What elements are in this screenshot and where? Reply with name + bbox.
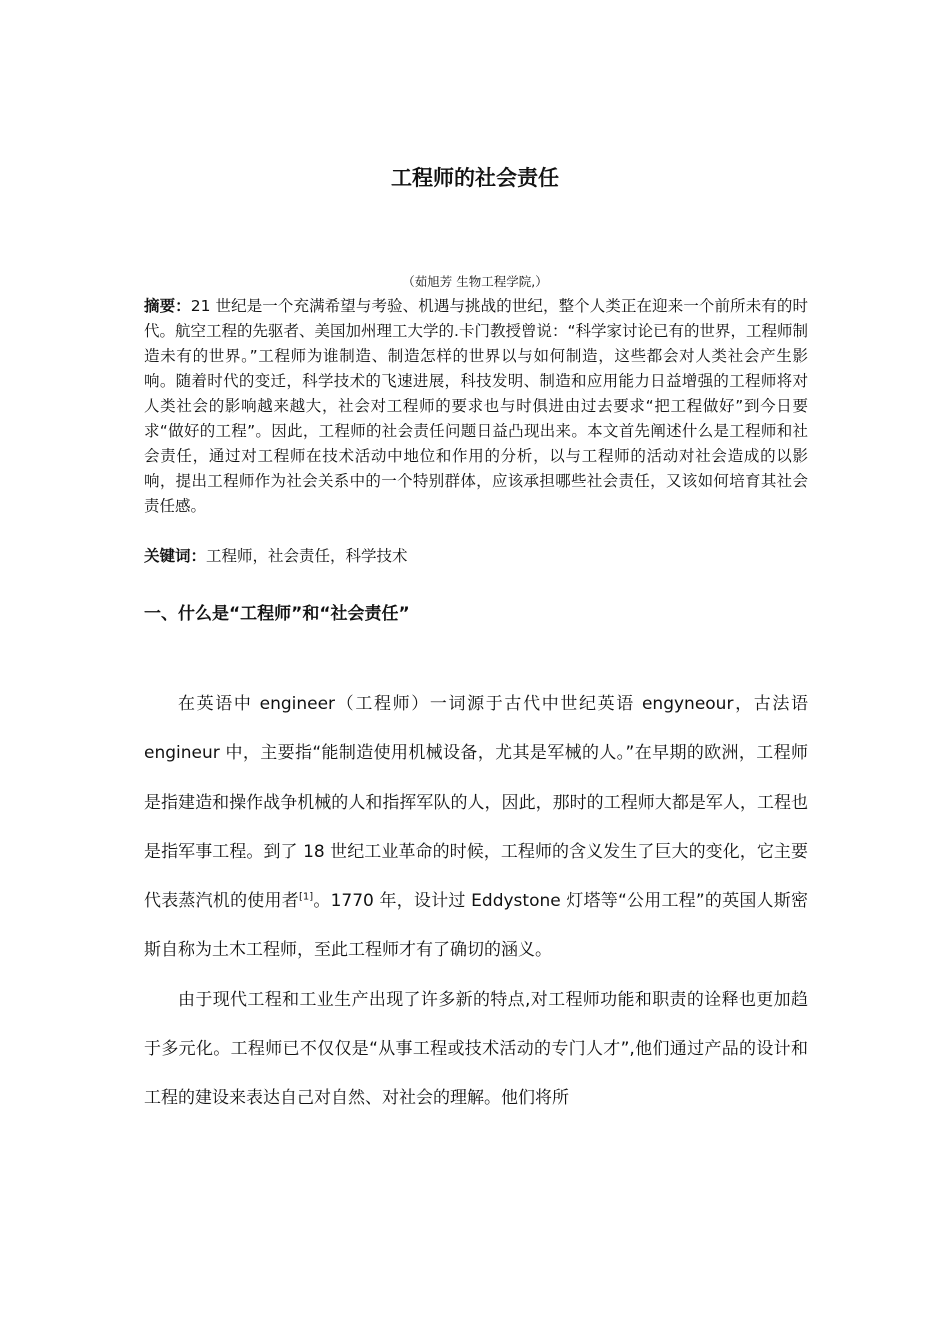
keywords-line: [144, 544, 808, 569]
keywords-text: 工程师，社会责任，科学技术: [206, 547, 408, 565]
body-paragraph: 由于现代工程和工业生产出现了许多新的特点,对工程师功能和职责的诠释也更加趋于多元化。工程师已不仅仅是“从事工程或技术活动的专门人才”,他们通过产品的设计和工程的建设来表达自己对自然、对社会的理解。他们将所: [144, 989, 808, 1109]
paragraph-text: 。1770 年，设计过 Eddystone 灯塔等“公用工程”的英国人斯密斯自称为土木工程师，至此工程师才有了确切的涵义。: [144, 891, 808, 961]
section-heading: 一、什么是“工程师”和“社会责任”: [144, 604, 410, 624]
abstract-text: 21 世纪是一个充满希望与考验、机遇与挑战的世纪，整个人类正在迎来一个前所未有的时代。航空工程的先驱者、美国加州理工大学的.卡门教授曾说：“科学家讨论已有的世界，工程师制造未有的世界。”工程师为谁制造、制造怎样的世界以与如何制造，这些都会对人类社会产生影响。随着时代的变迁，科学技术的飞速进展，科技发明、制造和应用能力日益增强的工程师将对人类社会的影响越来越大，社会对工程师的要求也与时俱进由过去要求“把工程做好”到今日要求“做好的工程”。因此，工程师的社会责任问题日益凸现出来。本文首先阐述什么是工程师和社会责任，通过对工程师在技术活动中地位和作用的分析，以与工程师的活动对社会造成的以影响，提出工程师作为社会关系中的一个特别群体，应该承担哪些社会责任，又该如何培育其社会责任感。: [144, 297, 808, 515]
author-line: （茹旭芳 生物工程学院,）: [402, 274, 548, 289]
citation-reference: [1]: [298, 891, 314, 903]
paragraph-text: 在英语中 engineer（工程师）一词源于古代中世纪英语 engyneour，古法语 engineur 中，主要指“能制造使用机械设备，尤其是军械的人。”在早期的欧洲，工程师是指建造和操作战争机械的人和指挥军队的人，因此，那时的工程师大都是军人，工程也是指军事工程。到了 18 世纪工业革命的时候，工程师的含义发生了巨大的变化，它主要代表蒸汽机的使用者: [144, 694, 808, 912]
abstract-label: 摘要：: [144, 297, 191, 315]
section-body: [144, 680, 808, 1124]
document-title: 工程师的社会责任: [391, 166, 559, 190]
body-paragraph: [144, 680, 808, 976]
abstract-paragraph: [144, 294, 808, 519]
keywords-label: 关键词：: [144, 547, 207, 565]
